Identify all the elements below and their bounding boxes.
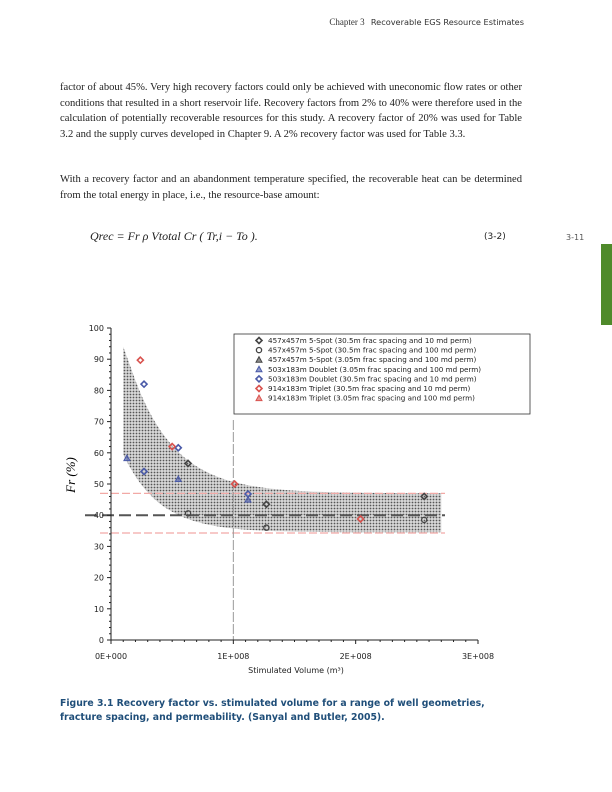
legend-entry: 457x457m 5-Spot (3.05m frac spacing and 100 md perm) bbox=[268, 355, 477, 365]
y-tick-label: 90 bbox=[93, 355, 104, 365]
x-tick-label: 2E+008 bbox=[339, 652, 372, 661]
legend-entry: 503x183m Doublet (30.5m frac spacing and 10 md perm) bbox=[268, 374, 477, 384]
legend-entry: 457x457m 5-Spot (30.5m frac spacing and 100 md perm) bbox=[268, 345, 477, 355]
legend-entry: 457x457m 5-Spot (30.5m frac spacing and 10 md perm) bbox=[268, 336, 472, 345]
y-tick-label: 70 bbox=[93, 417, 104, 427]
y-tick-label: 50 bbox=[93, 480, 104, 489]
y-tick-label: 20 bbox=[93, 573, 104, 583]
legend-entry: 914x183m Triplet (3.05m frac spacing and 100 md perm) bbox=[268, 393, 475, 403]
x-tick-label: 1E+008 bbox=[217, 652, 250, 661]
data-point bbox=[141, 381, 147, 387]
y-tick-label: 60 bbox=[93, 448, 104, 458]
y-tick-label: 0 bbox=[98, 636, 104, 645]
x-axis-label: Stimulated Volume (m³) bbox=[248, 666, 344, 675]
y-tick-label: 80 bbox=[93, 386, 104, 396]
chapter-label: Chapter 3 bbox=[329, 17, 365, 27]
paragraph-2: With a recovery factor and an abandonment temperature specified, the recoverable heat can be determined from the total energy in place, i.e., the resource-base amount: bbox=[60, 174, 522, 201]
page-number: 3-11 bbox=[566, 233, 585, 242]
x-tick-label: 3E+008 bbox=[461, 652, 495, 661]
data-point bbox=[137, 357, 143, 363]
y-tick-label: 40 bbox=[93, 511, 104, 521]
legend-entry: 503x183m Doublet (3.05m frac spacing and 100 md perm) bbox=[268, 364, 482, 374]
x-tick-label: 0E+000 bbox=[94, 652, 128, 661]
y-tick-label: 10 bbox=[93, 604, 104, 614]
legend-entry: 914x183m Triplet (30.5m frac spacing and 10 md perm) bbox=[268, 384, 471, 393]
figure-caption: Figure 3.1 Recovery factor vs. stimulated volume for a range of well geometries, fracture spacing, and permeability. (Sanyal and Butler, 2005). bbox=[60, 698, 485, 723]
equation-number: (3-2) bbox=[484, 232, 506, 242]
chapter-title: Recoverable EGS Resource Estimates bbox=[370, 17, 524, 27]
y-tick-label: 100 bbox=[88, 324, 104, 333]
y-tick-label: 30 bbox=[93, 542, 104, 552]
y-axis-label: Fr (%) bbox=[63, 457, 78, 493]
paragraph-1: factor of about 45%. Very high recovery factors could only be achieved with uneconomic flow rates or other conditions that resulted in a short reservoir life. Recovery factors from 2% to 40% were therefore used in the calculation of potentially recoverable resources for this study. A recovery factor of 20% was used for Table 3.2 and the supply curves developed in Chapter 9. A 2% recovery factor was used for Table 3.3. bbox=[60, 82, 522, 140]
equation: Qrec = Fr ρ Vtotal Cr ( Tr,i − To ). bbox=[90, 229, 258, 243]
